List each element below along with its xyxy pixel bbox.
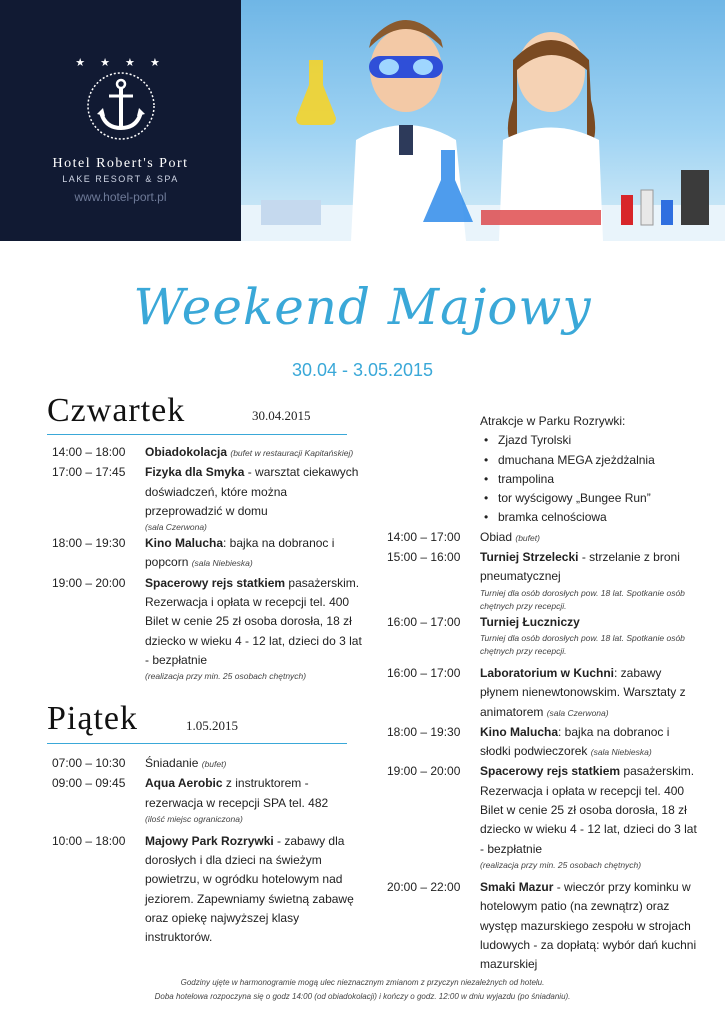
divider-thursday bbox=[47, 434, 347, 435]
entry-note: (realizacja przy min. 25 osobach chętnych) bbox=[480, 859, 642, 870]
entry-name: Turniej Łuczniczy bbox=[480, 614, 580, 629]
entry-time: 07:00 – 10:30 bbox=[52, 756, 126, 770]
entry-text: - strzelanie z broni pneumatycznej bbox=[480, 550, 680, 584]
schedule-right-column bbox=[387, 412, 697, 974]
entry-note: Turniej dla osób dorosłych pow. 18 lat. Spotkanie osób chętnych przy recepcji. bbox=[480, 632, 685, 656]
entry-time: 10:00 – 18:00 bbox=[52, 833, 126, 848]
entry-description bbox=[145, 574, 362, 683]
entry-name: Turniej Strzelecki bbox=[480, 550, 579, 565]
entry-text: - wieczór przy kominku w hotelowym patio (na zewnątrz) oraz występ mazurskiego zespołu w strojach ludowych - za dopłatą: wybór dań kuchni mazurskiej bbox=[480, 879, 697, 972]
schedule-entry bbox=[387, 613, 697, 658]
entry-description bbox=[480, 664, 697, 723]
entry-description bbox=[145, 443, 362, 463]
day-title-thursday: Czwartek bbox=[47, 392, 186, 429]
hotel-subtitle: LAKE RESORT & SPA bbox=[62, 174, 179, 184]
schedule-entry bbox=[52, 832, 362, 948]
entry-time: 15:00 – 16:00 bbox=[387, 550, 461, 565]
entry-note: (sala Czerwona) bbox=[145, 522, 207, 533]
hotel-url-link[interactable]: www.hotel-port.pl bbox=[74, 190, 167, 204]
day-title-friday: Piątek bbox=[47, 700, 138, 737]
day-date-thursday: 30.04.2015 bbox=[252, 408, 311, 423]
entry-description bbox=[145, 754, 362, 774]
entry-note: (bufet w restauracji Kapitańskiej) bbox=[230, 448, 354, 458]
header-photo bbox=[241, 0, 725, 241]
entry-text: : bajka na dobranoc i popcorn bbox=[145, 536, 335, 570]
entry-text: - zabawy dla dorosłych i dla dzieci na świeżym powietrzu, w ogródku hotelowym nad jeziorem. Zapewniamy świetną zabawę oraz opiekę najwyższej klasy instruktorów. bbox=[145, 833, 354, 945]
entry-name: Majowy Park Rozrywki bbox=[145, 833, 274, 848]
entry-description bbox=[480, 762, 697, 871]
schedule-thursday bbox=[52, 443, 362, 683]
event-title: Weekend Majowy bbox=[133, 278, 592, 336]
schedule-entry bbox=[387, 664, 697, 723]
entry-description bbox=[480, 613, 697, 658]
entry-time: 19:00 – 20:00 bbox=[387, 764, 461, 779]
schedule-entry bbox=[52, 443, 362, 463]
entry-text: z instruktorem - rezerwacja w recepcji SPA tel. 482 bbox=[145, 776, 329, 810]
entry-description bbox=[145, 832, 362, 948]
entry-time: 09:00 – 09:45 bbox=[52, 776, 126, 791]
divider-friday bbox=[47, 743, 347, 744]
entry-name: Kino Malucha bbox=[480, 724, 559, 739]
entry-name: Śniadanie bbox=[145, 756, 199, 770]
entry-time: 18:00 – 19:30 bbox=[387, 724, 461, 739]
schedule-entry bbox=[52, 463, 362, 534]
entry-text: : zabawy płynem nienewtonowskim. Warsztaty z animatorem bbox=[480, 665, 686, 719]
entry-note: (bufet) bbox=[201, 759, 227, 769]
entry-note: (sala Czerwona) bbox=[546, 707, 609, 718]
entry-note: (bufet) bbox=[515, 532, 540, 543]
schedule-entry bbox=[52, 774, 362, 826]
entry-time: 18:00 – 19:30 bbox=[52, 536, 126, 551]
attractions-block bbox=[387, 412, 697, 528]
entry-time: 17:00 – 17:45 bbox=[52, 465, 126, 480]
entry-text: - warsztat ciekawych doświadczeń, które można przeprowadzić w domu bbox=[145, 465, 359, 518]
entry-text: pasażerskim. Rezerwacja i opłata w recepcji tel. 400 Bilet w cenie 25 zł osoba dorosła, 18 zł dziecko w wieku 4 - 12 lat, dzieci do 3 lat - bezpłatnie bbox=[145, 575, 362, 667]
schedule-entry bbox=[387, 528, 697, 548]
entry-name: Spacerowy rejs statkiem bbox=[480, 764, 621, 779]
schedule-entry bbox=[387, 762, 697, 871]
hotel-logo-panel bbox=[0, 0, 241, 241]
schedule-entry bbox=[387, 723, 697, 763]
entry-description bbox=[145, 534, 362, 574]
entry-note: (sala Niebieska) bbox=[590, 747, 652, 758]
attraction-item: • trampolina bbox=[480, 470, 697, 489]
header-banner bbox=[0, 0, 725, 241]
schedule-entry bbox=[52, 534, 362, 574]
entry-name: Spacerowy rejs statkiem bbox=[145, 575, 286, 590]
footer-notes bbox=[0, 976, 725, 1004]
attraction-item: • tor wyścigowy „Bungee Run” bbox=[480, 489, 697, 508]
entry-name: Fizyka dla Smyka bbox=[145, 465, 245, 480]
footer-line: Doba hotelowa rozpoczyna się o godz 14:00 (od obiadokolacji) i kończy o godz. 12:00 w dniu wyjazdu (po śniadaniu). bbox=[154, 992, 571, 1001]
entry-name: Kino Malucha bbox=[145, 536, 224, 551]
entry-name: Obiad bbox=[480, 529, 513, 544]
entry-time: 16:00 – 17:00 bbox=[387, 665, 461, 680]
stars-rating: ★ ★ ★ ★ bbox=[75, 57, 166, 69]
entry-text: pasażerskim. Rezerwacja i opłata w recepcji tel. 400 Bilet w cenie 25 zł osoba dorosła, 18 zł dziecko w wieku 4 - 12 lat, dzieci do 3 lat - bezpłatnie bbox=[480, 764, 697, 856]
entry-note: (sala Niebieska) bbox=[191, 558, 253, 569]
attraction-item: • Zjazd Tyrolski bbox=[480, 431, 697, 450]
hotel-name: Hotel Robert's Port bbox=[52, 156, 189, 171]
entry-note: Turniej dla osób dorosłych pow. 18 lat. Spotkanie osób chętnych przy recepcji. bbox=[480, 587, 685, 611]
entry-description bbox=[480, 548, 697, 613]
attraction-item: • dmuchana MEGA zjeżdżalnia bbox=[480, 451, 697, 470]
entry-time: 16:00 – 17:00 bbox=[387, 614, 461, 629]
entry-time: 19:00 – 20:00 bbox=[52, 575, 126, 590]
entry-note: (ilość miejsc ograniczona) bbox=[145, 813, 243, 824]
anchor-icon bbox=[85, 70, 157, 142]
entry-description bbox=[480, 878, 697, 974]
attraction-item: • bramka celnościowa bbox=[480, 508, 697, 527]
day-date-friday: 1.05.2015 bbox=[186, 718, 238, 733]
schedule-entry bbox=[52, 574, 362, 683]
schedule-entry bbox=[387, 548, 697, 613]
schedule-entry bbox=[387, 878, 697, 974]
entry-time: 20:00 – 22:00 bbox=[387, 879, 461, 894]
footer-line: Godziny ujęte w harmonogramie mogą ulec nieznacznym zmianom z przyczyn niezależnych od hotelu. bbox=[180, 978, 545, 987]
entry-time: 14:00 – 18:00 bbox=[52, 445, 126, 459]
entry-name: Laboratorium w Kuchni bbox=[480, 665, 615, 680]
entry-description bbox=[145, 463, 362, 534]
entry-text: : bajka na dobranoc i słodki podwieczorek bbox=[480, 724, 670, 759]
entry-note: (realizacja przy min. 25 osobach chętnych) bbox=[145, 671, 307, 682]
entry-name: Smaki Mazur bbox=[480, 879, 554, 894]
event-dates: 30.04 - 3.05.2015 bbox=[291, 360, 434, 380]
attractions-title: Atrakcje w Parku Rozrywki: bbox=[480, 414, 626, 428]
entry-time: 14:00 – 17:00 bbox=[387, 529, 461, 544]
entry-description bbox=[145, 774, 362, 826]
attractions-list bbox=[480, 431, 697, 527]
kids-science-illustration bbox=[241, 0, 725, 241]
entry-description bbox=[480, 723, 697, 763]
entry-name: Aqua Aerobic bbox=[145, 776, 223, 791]
schedule-friday bbox=[52, 754, 362, 948]
entry-name: Obiadokolacja bbox=[145, 445, 228, 459]
schedule-entry bbox=[52, 754, 362, 774]
entry-description bbox=[480, 528, 697, 548]
